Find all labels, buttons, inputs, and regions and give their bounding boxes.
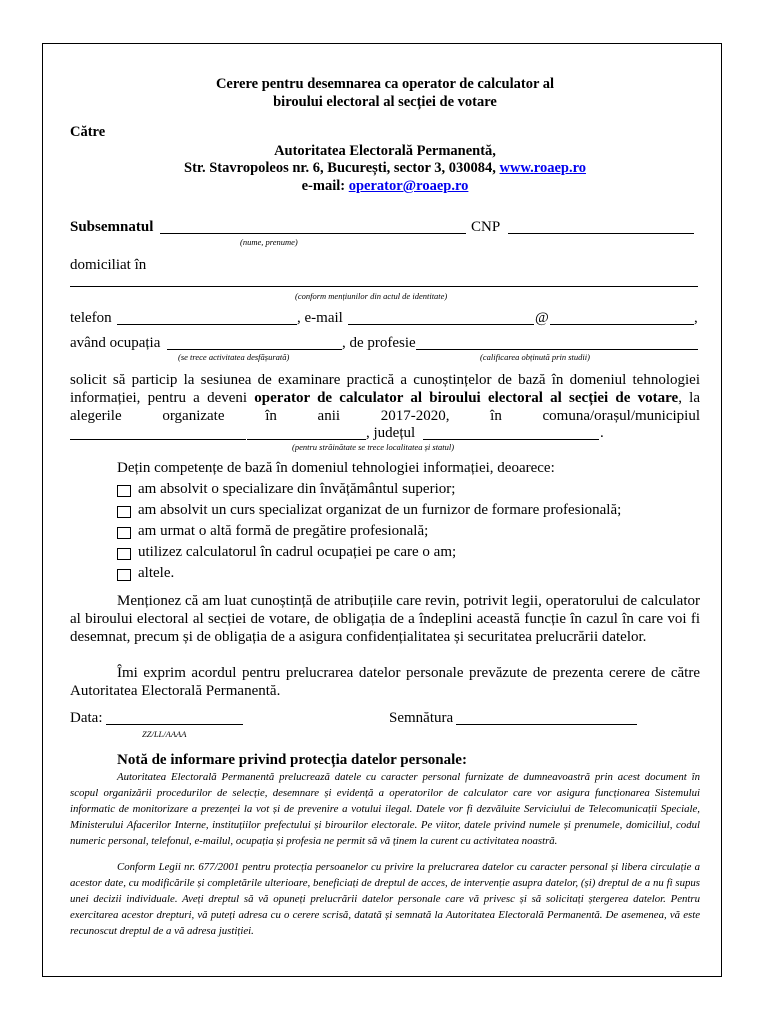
solicit-text-bold: operator de calculator al biroului electoral al secției de votare [254, 390, 679, 406]
ocupatia-label: având ocupația [70, 335, 161, 351]
localitate-hint: (pentru străinătate se trece localitatea și statul) [292, 442, 455, 452]
profesie-field[interactable] [416, 349, 698, 350]
email-domain-field[interactable] [550, 324, 694, 325]
telefon-label: telefon [70, 310, 112, 326]
judet-period: . [600, 425, 604, 441]
cnp-label: CNP [471, 219, 501, 235]
option-alta-forma: am urmat o altă formă de pregătire profesională; [138, 523, 429, 539]
name-field[interactable] [160, 233, 466, 234]
domiciliu-field[interactable] [70, 286, 698, 287]
authority-address [0, 160, 770, 177]
option-altele: altele. [138, 565, 175, 581]
ocupatia-field[interactable] [167, 349, 342, 350]
catre-label: Către [70, 124, 106, 140]
form-title-line2: biroului electoral al secției de votare [273, 94, 497, 110]
localitate-field-2[interactable] [247, 439, 366, 440]
authority-email [0, 178, 770, 195]
profesie-label: , de profesie [342, 335, 416, 351]
nota-title: Notă de informare privind protecția datelor personale: [117, 752, 467, 768]
solicit-paragraph [70, 371, 700, 425]
checkbox-calculator[interactable] [117, 548, 131, 560]
profesie-hint: (calificarea obținută prin studii) [480, 352, 590, 362]
semnatura-label: Semnătura [389, 710, 454, 726]
website-link[interactable]: www.roaep.ro [499, 160, 586, 176]
domiciliu-hint: (conform mențiunilor din actul de identitate) [295, 291, 448, 301]
solicit-text-2: , la alegerile organizate în anii 2017-2020, în comuna/orașul/municipiul [70, 390, 701, 424]
acord-paragraph: Îmi exprim acordul pentru prelucrarea datelor personale prevăzute de prezenta cerere de către Autoritatea Electorală Permanentă. [70, 665, 700, 699]
subsemnatul-label: Subsemnatul [70, 219, 154, 235]
domiciliat-label: domiciliat în [70, 257, 147, 273]
judetul-label: , județul [366, 425, 416, 441]
option-specializare: am absolvit o specializare din învățământul superior; [138, 481, 456, 497]
checkbox-curs[interactable] [117, 506, 131, 518]
email-link[interactable]: operator@roaep.ro [348, 178, 469, 194]
authority-name: Autoritatea Electorală Permanentă, [274, 143, 496, 159]
data-hint: ZZ/LL/AAAA [142, 729, 187, 739]
competente-intro: Dețin competențe de bază în domeniul tehnologiei informației, deoarece: [117, 460, 555, 476]
option-calculator: utilizez calculatorul în cadrul ocupației pe care o am; [138, 544, 457, 560]
localitate-field-1[interactable] [70, 439, 246, 440]
solicit-text-1: solicit să particip la sesiunea de examinare practică a cunoștințelor de bază în domeniul tehnologiei informației, pentru a deveni [70, 372, 700, 406]
nota-paragraph-1: Autoritatea Electorală Permanentă prelucrează datele cu caracter personal furnizate de dumneavoastră prin acest document în scopul organizării procedurilor de selecție, desemnare și evidență a operatorilor de calculator care vor asigura funcționarea Sistemului informatic de monitorizare a prezenței la vot și de prevenire a votului ilegal. Datele vor fi dezvăluite Serviciului de Telecomunicații Speciale, Ministerului Afacerilor Interne, instituțiilor prefectului și birourilor electorale. Pe viitor, datele privind numele și prenumele, domiciliul, codul numeric personal, telefonul, e-mailul, ocupația și profesia ne permit să vă ținem la curent cu activitatea noastră. [70, 771, 700, 847]
checkbox-altele[interactable] [117, 569, 131, 581]
checkbox-alta-forma[interactable] [117, 527, 131, 539]
address-text: Str. Stavropoleos nr. 6, București, sector 3, 030084, [184, 160, 500, 176]
checkbox-specializare[interactable] [117, 485, 131, 497]
email-comma: , [694, 310, 698, 326]
judet-field[interactable] [423, 439, 599, 440]
email-field-label: , e-mail [297, 310, 343, 326]
mentionez-paragraph: Menționez că am luat cunoștință de atribuțiile care revin, potrivit legii, operatorului de calculator al biroului electoral al secției de votare, de obligația de a îndeplini această funcție în cazul în care voi fi desemnat, precum și de obligația de a asigura confidențialitatea și securitatea prelucrării datelor. [70, 593, 700, 645]
name-hint: (nume, prenume) [240, 237, 298, 247]
email-user-field[interactable] [348, 324, 534, 325]
semnatura-field[interactable] [456, 724, 637, 725]
cnp-field[interactable] [508, 233, 694, 234]
email-label: e-mail: [301, 178, 349, 194]
option-curs: am absolvit un curs specializat organizat de un furnizor de formare profesională; [138, 502, 622, 518]
data-field[interactable] [106, 724, 243, 725]
ocupatia-hint: (se trece activitatea desfășurată) [178, 352, 290, 362]
telefon-field[interactable] [117, 324, 297, 325]
form-title-line1: Cerere pentru desemnarea ca operator de calculator al [215, 76, 555, 92]
data-label: Data: [70, 710, 103, 726]
nota-paragraph-2: Conform Legii nr. 677/2001 pentru protecția persoanelor cu privire la prelucrarea datelor cu caracter personal și libera circulație a acestor date, cu modificările și completările ulterioare, beneficiați de dreptul de acces, de intervenție asupra datelor, (și) dreptul de a nu fi supus unei decizii individuale. Aveți dreptul să vă opuneți prelucrării datelor personale care vă privesc și să solicitați ștergerea datelor. Pentru exercitarea acestor drepturi, vă puteți adresa cu o cerere scrisă, datată și semnată la Autoritatea Electorală Permanentă. De asemenea, vă este recunoscut dreptul de a vă adresa justiției. [70, 861, 700, 937]
at-sign: @ [535, 310, 549, 326]
